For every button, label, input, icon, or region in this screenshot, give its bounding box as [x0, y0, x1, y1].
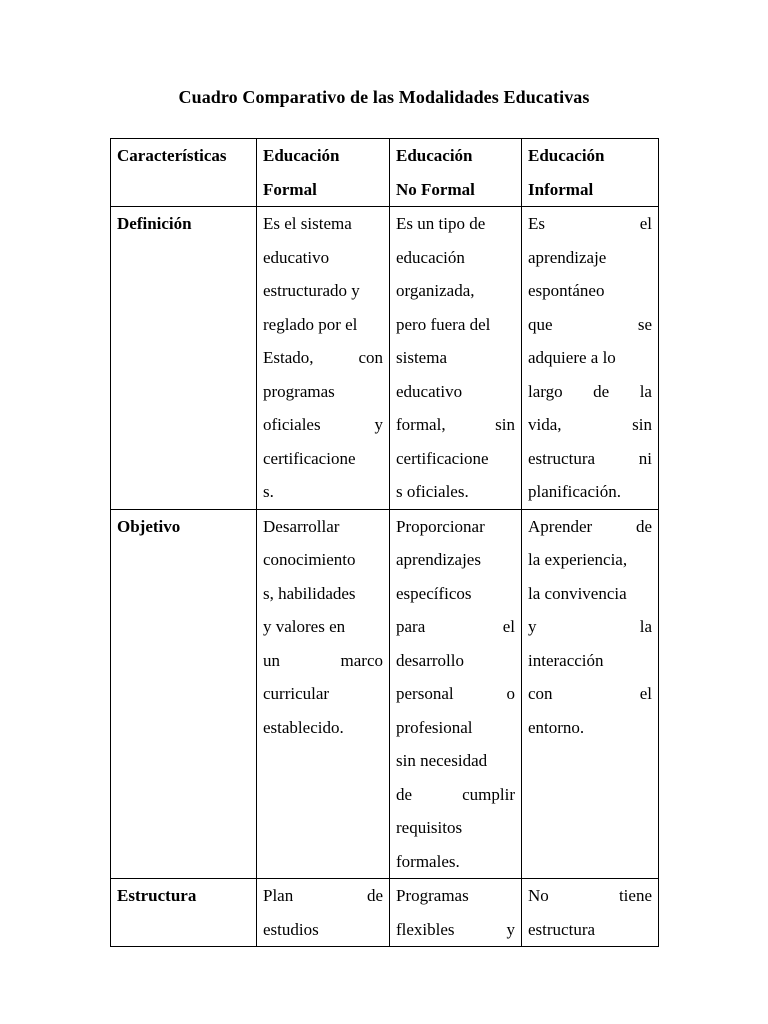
table-row-definicion — [111, 207, 659, 510]
cell-line — [528, 308, 652, 342]
cell-word: Estado, — [263, 348, 314, 367]
header-informal: Educación Informal — [522, 139, 659, 207]
cell-line: reglado por el — [263, 314, 358, 334]
cell-line: Desarrollar — [263, 516, 340, 536]
cell-word: la — [639, 617, 652, 636]
cell-definicion-formal — [257, 207, 390, 510]
header-non-formal: Educación No Formal — [390, 139, 522, 207]
cell-word: oficiales — [263, 415, 321, 434]
cell-word: para — [396, 617, 426, 636]
cell-word: ni — [638, 448, 652, 468]
cell-line: requisitos — [396, 818, 463, 837]
cell-line — [528, 610, 652, 644]
comparison-table — [110, 138, 659, 947]
cell-objetivo-formal — [257, 509, 390, 879]
cell-line: pero fuera del — [396, 314, 491, 334]
cell-word: de — [635, 516, 652, 536]
cell-estructura-formal — [257, 879, 390, 947]
cell-line: Programas — [396, 886, 469, 905]
cell-word: Plan — [263, 886, 294, 905]
cell-line: espontáneo — [528, 281, 605, 300]
cell-line: adquiere a lo — [528, 348, 616, 367]
cell-word: y — [528, 617, 537, 636]
cell-line: sistema — [396, 348, 447, 367]
cell-line: s, habilidades — [263, 583, 356, 603]
cell-word: o — [506, 684, 515, 703]
cell-line: entorno. — [528, 717, 585, 737]
cell-objetivo-informal — [522, 509, 659, 879]
cell-line — [396, 408, 515, 442]
cell-word: cumplir — [462, 784, 515, 804]
cell-word: un — [263, 650, 280, 670]
cell-line: la experiencia, — [528, 550, 628, 569]
cell-word: marco — [340, 650, 383, 670]
cell-line: educativo — [396, 381, 463, 401]
cell-word: largo — [528, 381, 563, 401]
row-label-definicion: Definición — [111, 207, 257, 510]
cell-line — [528, 207, 652, 241]
cell-line: formales. — [396, 851, 460, 871]
cell-line — [528, 408, 652, 442]
cell-line: Es un tipo de — [396, 214, 486, 233]
cell-word: flexibles — [396, 919, 455, 939]
cell-line — [396, 610, 515, 644]
cell-word: y — [374, 415, 383, 434]
cell-word: Aprender — [528, 516, 593, 536]
cell-definicion-informal — [522, 207, 659, 510]
table-header-row — [111, 139, 659, 207]
cell-word: con — [528, 684, 553, 703]
cell-line: interacción — [528, 650, 604, 670]
cell-line: profesional — [396, 717, 473, 737]
cell-word: la — [639, 381, 652, 401]
cell-word: y — [506, 919, 515, 939]
cell-objetivo-no-formal — [390, 509, 522, 879]
cell-line: planificación. — [528, 482, 621, 501]
cell-line — [263, 341, 383, 375]
cell-word: No — [528, 886, 549, 905]
cell-line: la convivencia — [528, 583, 627, 603]
cell-line: educación — [396, 247, 465, 267]
cell-line — [263, 879, 383, 913]
cell-definicion-no-formal — [390, 207, 522, 510]
cell-word: el — [502, 617, 515, 636]
cell-line: s oficiales. — [396, 482, 469, 501]
cell-word: formal, — [396, 415, 446, 434]
cell-word: con — [358, 348, 383, 367]
cell-line: desarrollo — [396, 650, 464, 670]
cell-line: estructurado y — [263, 281, 360, 300]
cell-word: que — [528, 314, 553, 334]
cell-line: estructura — [528, 919, 596, 939]
cell-word: tiene — [618, 886, 652, 905]
cell-line: Proporcionar — [396, 516, 485, 536]
cell-line: educativo — [263, 247, 330, 267]
cell-line — [528, 442, 652, 476]
cell-word: estructura — [528, 448, 596, 468]
cell-word: de — [396, 784, 413, 804]
row-label-objetivo: Objetivo — [111, 509, 257, 879]
cell-line — [528, 879, 652, 913]
cell-line: establecido. — [263, 717, 344, 737]
cell-word: sin — [632, 415, 652, 434]
cell-line — [528, 677, 652, 711]
cell-line: programas — [263, 381, 335, 401]
cell-word: Es — [528, 214, 545, 233]
cell-word: el — [639, 214, 652, 233]
document-title: Cuadro Comparativo de las Modalidades Educativas — [178, 87, 590, 107]
row-label-estructura: Estructura — [111, 879, 257, 947]
header-formal: Educación Formal — [257, 139, 390, 207]
cell-line: sin necesidad — [396, 751, 488, 770]
cell-word: sin — [495, 415, 515, 434]
cell-word: vida, — [528, 415, 562, 434]
cell-line — [396, 778, 515, 812]
cell-line: aprendizaje — [528, 247, 607, 267]
cell-line: estudios — [263, 919, 319, 939]
cell-line: certificacione — [263, 448, 356, 468]
header-characteristics: Características — [111, 139, 257, 207]
cell-line: aprendizajes — [396, 550, 481, 569]
cell-line: Es el sistema — [263, 214, 352, 233]
cell-word: se — [637, 314, 652, 334]
cell-estructura-informal — [522, 879, 659, 947]
cell-line — [263, 408, 383, 442]
cell-line: y valores en — [263, 617, 346, 636]
table-row-estructura — [111, 879, 659, 947]
cell-estructura-no-formal — [390, 879, 522, 947]
cell-word: el — [639, 684, 652, 703]
cell-line — [528, 375, 652, 409]
cell-line — [263, 644, 383, 678]
cell-line — [528, 510, 652, 544]
cell-line: curricular — [263, 684, 330, 703]
cell-line — [396, 677, 515, 711]
cell-line: específicos — [396, 583, 472, 603]
cell-word: de — [366, 886, 383, 905]
cell-line: certificacione — [396, 448, 489, 468]
cell-line: organizada, — [396, 281, 475, 300]
cell-word: de — [593, 381, 610, 401]
cell-line: s. — [263, 482, 274, 501]
cell-line — [396, 913, 515, 947]
cell-word: personal — [396, 684, 454, 703]
table-row-objetivo — [111, 509, 659, 879]
cell-line: conocimiento — [263, 550, 356, 569]
